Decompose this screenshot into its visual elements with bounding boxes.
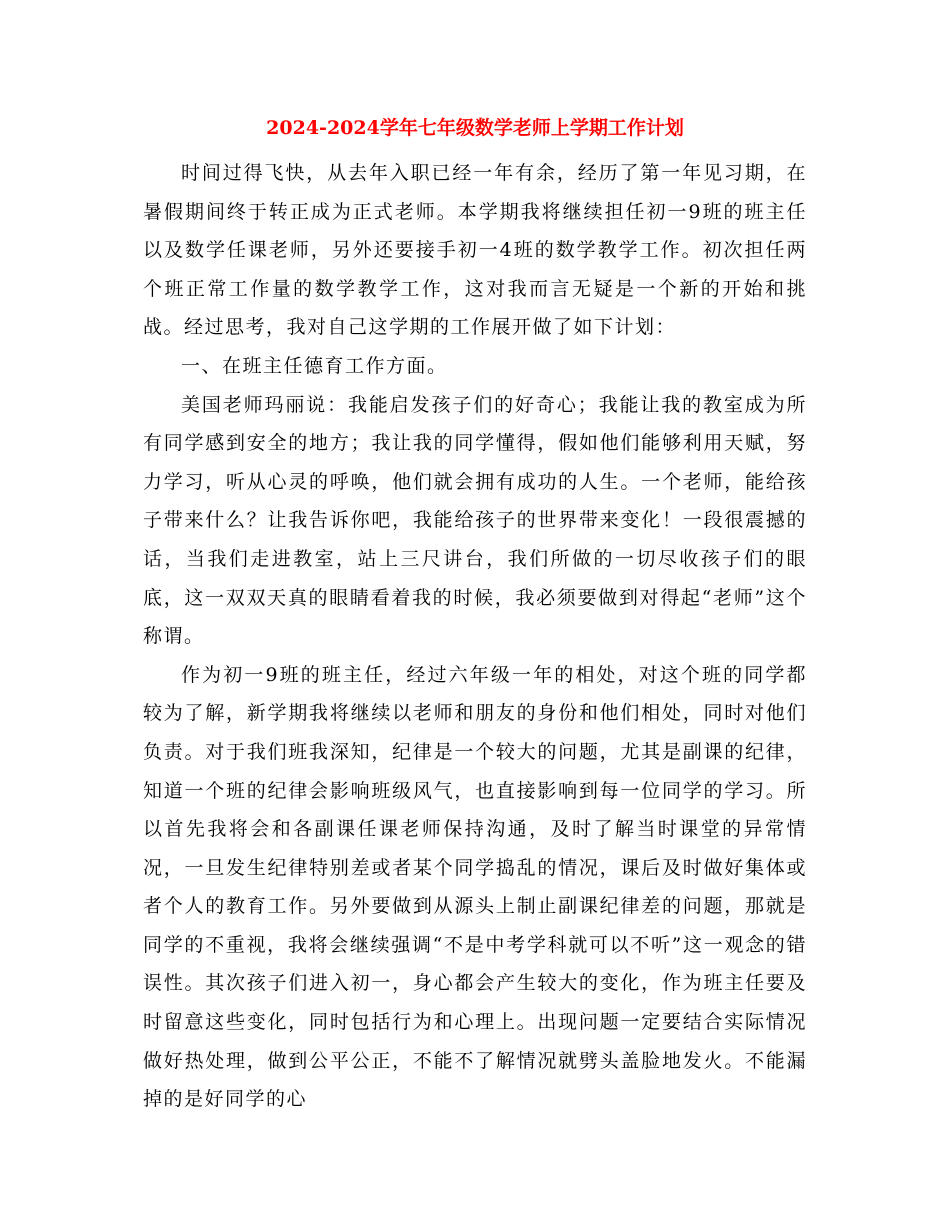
paragraph-intro: 时间过得飞快，从去年入职已经一年有余，经历了第一年见习期，在暑假期间终于转正成为正式老师。本学期我将继续担任初一9班的班主任以及数学任课老师，另外还要接手初一4班的数学教学工作。初次担任两个班正常工作量的数学教学工作，这对我而言无疑是一个新的开始和挑战。经过思考，我对自己这学期的工作展开做了如下计划： xyxy=(143,162,807,339)
section-heading-moral-education: 一、在班主任德育工作方面。 xyxy=(181,354,448,377)
paragraph-class-management: 作为初一9班的班主任，经过六年级一年的相处，对这个班的同学都较为了解，新学期我将继续以老师和朋友的身份和他们相处，同时对他们负责。对于我们班我深知，纪律是一个较大的问题，尤其是副课的纪律，知道一个班的纪律会影响班级风气，也直接影响到每一位同学的学习。所以首先我将会和各副课任课老师保持沟通，及时了解当时课堂的异常情况，一旦发生纪律特别差或者某个同学捣乱的情况，课后及时做好集体或者个人的教育工作。另外要做到从源头上制止副课纪律差的问题，那就是同学的不重视，我将会继续强调“不是中考学科就可以不听”这一观念的错误性。其次孩子们进入初一，身心都会产生较大的变化，作为班主任要及时留意这些变化，同时包括行为和心理上。出现问题一定要结合实际情况做好热处理，做到公平公正，不能不了解情况就劈头盖脸地发火。不能漏掉的是好同学的心 xyxy=(143,663,807,1111)
document-title: 2024-2024学年七年级数学老师上学期工作计划 xyxy=(266,117,684,139)
paragraph-quote: 美国老师玛丽说：我能启发孩子们的好奇心；我能让我的教室成为所有同学感到安全的地方；我让我的同学懂得，假如他们能够利用天赋，努力学习，听从心灵的呼唤，他们就会拥有成功的人生。一个老师，能给孩子带来什么？让我告诉你吧，我能给孩子的世界带来变化！一段很震撼的话，当我们走进教室，站上三尺讲台，我们所做的一切尽收孩子们的眼底，这一双双天真的眼睛看着我的时候，我必须要做到对得起“老师”这个称谓。 xyxy=(143,393,807,648)
